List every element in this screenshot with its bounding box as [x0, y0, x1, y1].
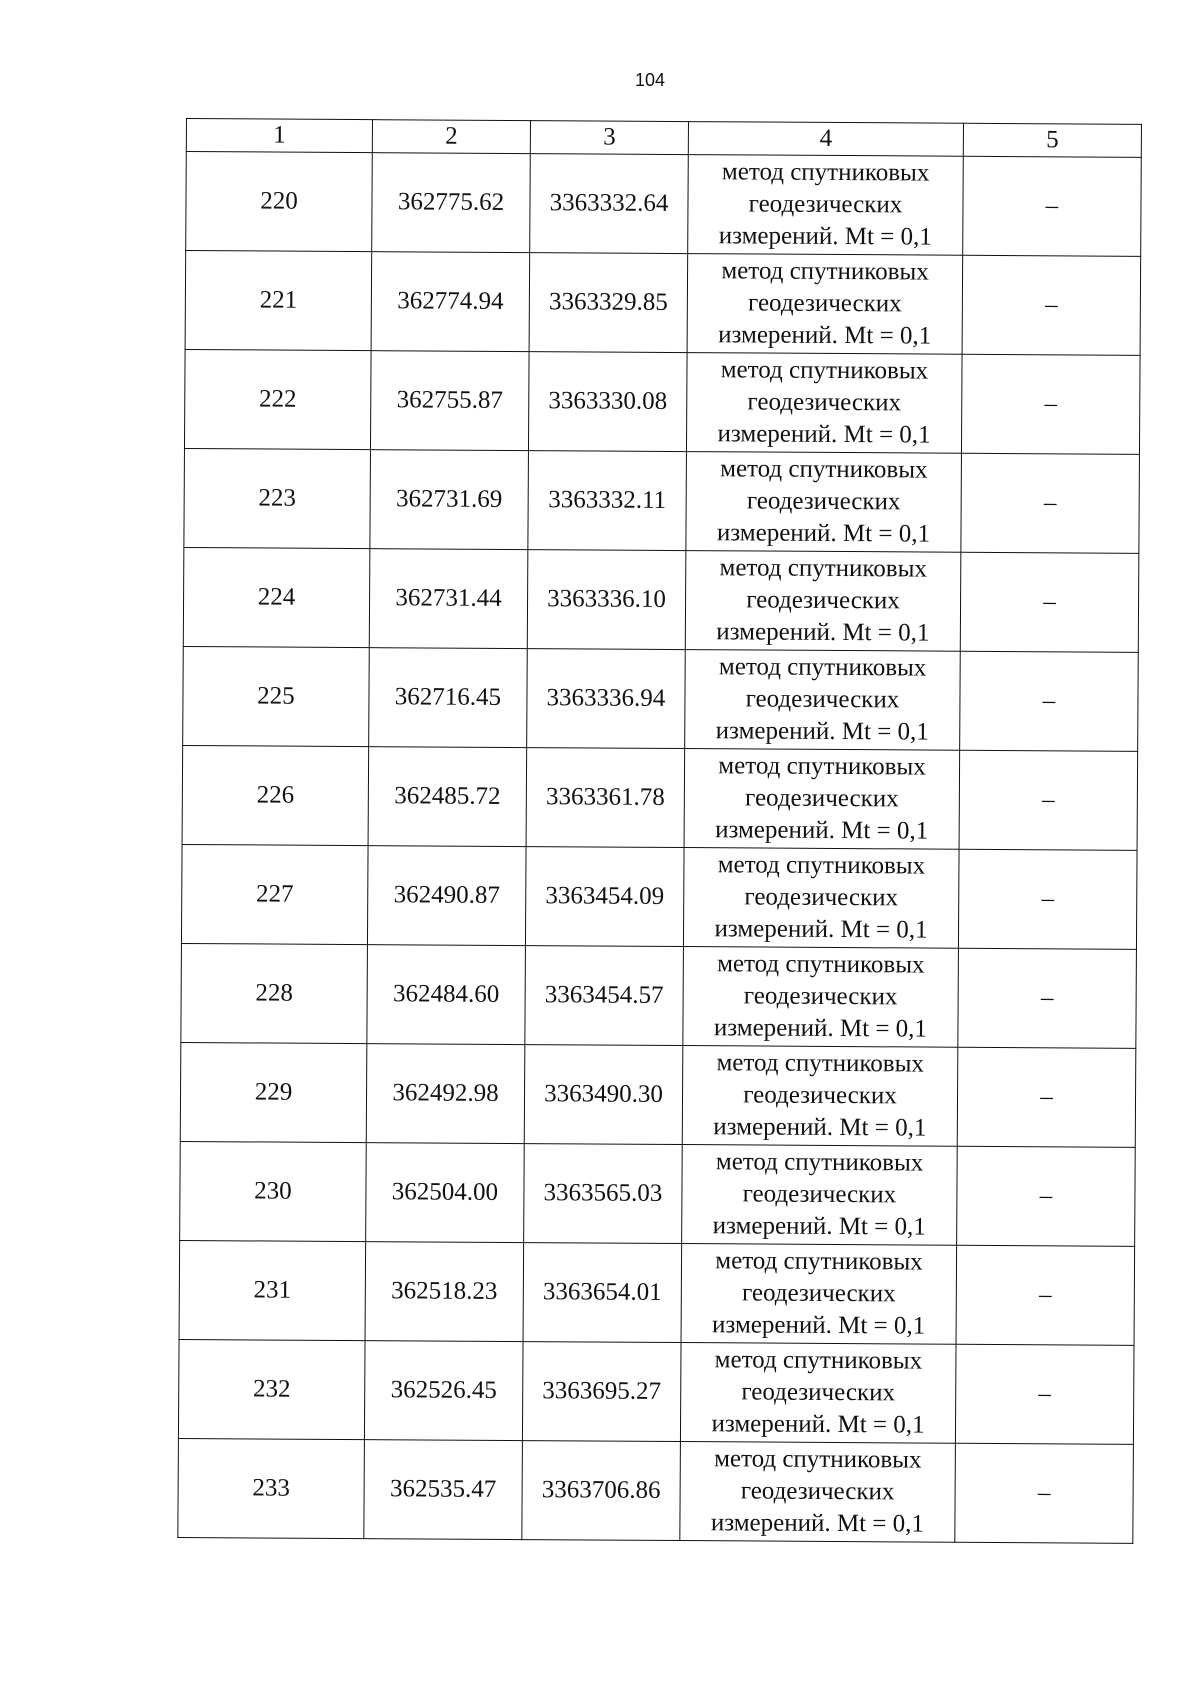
method-cell — [686, 452, 962, 553]
y-coordinate-cell: 3363706.86 — [522, 1441, 681, 1541]
y-coordinate-cell: 3363454.57 — [525, 946, 684, 1046]
method-line: геодезических — [745, 685, 900, 714]
method-cell — [682, 1145, 958, 1246]
method-line: метод спутниковых — [721, 158, 930, 187]
method-line: геодезических — [743, 982, 898, 1011]
note-cell: – — [957, 1146, 1136, 1246]
note-cell: – — [955, 1443, 1134, 1543]
y-coordinate-cell: 3363336.10 — [527, 550, 686, 650]
method-cell — [687, 254, 963, 355]
method-cell — [682, 1046, 958, 1147]
method-line: измерений. Mt = 0,1 — [718, 222, 932, 251]
table-row — [185, 251, 1141, 356]
header-cell-2: 2 — [372, 120, 530, 154]
point-number-cell: 221 — [185, 251, 372, 351]
method-line: геодезических — [741, 1279, 896, 1308]
method-line: измерений. Mt = 0,1 — [718, 321, 932, 350]
table-row — [178, 1438, 1134, 1543]
method-cell — [683, 947, 959, 1048]
method-line: геодезических — [748, 190, 903, 219]
method-line: метод спутниковых — [714, 1346, 923, 1375]
table-row — [179, 1240, 1135, 1345]
x-coordinate-cell: 362485.72 — [368, 747, 527, 847]
point-number-cell: 230 — [180, 1141, 367, 1241]
method-line: метод спутниковых — [720, 455, 928, 484]
note-cell: – — [960, 651, 1139, 751]
y-coordinate-cell: 3363565.03 — [524, 1144, 683, 1244]
header-cell-1: 1 — [186, 119, 372, 153]
method-line: метод спутниковых — [716, 1049, 925, 1078]
note-cell: – — [958, 849, 1137, 949]
header-cell-4: 4 — [688, 122, 963, 157]
note-cell: – — [960, 552, 1139, 652]
y-coordinate-cell: 3363454.09 — [525, 847, 684, 947]
method-line: метод спутниковых — [718, 653, 927, 682]
point-number-cell: 227 — [181, 844, 368, 944]
y-coordinate-cell: 3363330.08 — [528, 352, 687, 452]
point-number-cell: 225 — [183, 646, 370, 746]
point-number-cell: 233 — [178, 1438, 365, 1538]
y-coordinate-cell: 3363332.64 — [530, 154, 689, 254]
table-row — [182, 745, 1138, 850]
method-line: измерений. Mt = 0,1 — [715, 816, 929, 845]
y-coordinate-cell: 3363332.11 — [528, 451, 687, 551]
x-coordinate-cell: 362484.60 — [367, 945, 526, 1045]
page-number: 104 — [634, 70, 666, 90]
x-coordinate-cell: 362526.45 — [364, 1341, 523, 1441]
x-coordinate-cell: 362490.87 — [367, 846, 526, 946]
method-line: метод спутниковых — [717, 851, 926, 880]
method-line: геодезических — [744, 784, 899, 813]
header-cell-3: 3 — [530, 121, 688, 155]
coordinates-table — [177, 118, 1142, 1544]
header-cell-5: 5 — [963, 123, 1141, 157]
table-row — [180, 1141, 1136, 1246]
method-line: метод спутниковых — [717, 950, 925, 979]
point-number-cell: 224 — [183, 547, 370, 647]
method-line: геодезических — [742, 1180, 897, 1209]
method-cell — [681, 1244, 957, 1345]
method-line: метод спутниковых — [715, 1247, 923, 1276]
x-coordinate-cell: 362504.00 — [366, 1143, 525, 1243]
method-line: геодезических — [744, 883, 899, 912]
x-coordinate-cell: 362535.47 — [364, 1440, 523, 1540]
method-cell — [680, 1442, 956, 1543]
x-coordinate-cell: 362716.45 — [369, 648, 528, 748]
method-cell — [686, 353, 962, 454]
point-number-cell: 223 — [184, 448, 371, 548]
point-number-cell: 228 — [181, 943, 368, 1043]
note-cell: – — [962, 255, 1141, 355]
method-cell — [688, 155, 964, 256]
table-row — [181, 844, 1137, 949]
x-coordinate-cell: 362774.94 — [371, 252, 530, 352]
method-line: метод спутниковых — [720, 356, 929, 385]
y-coordinate-cell: 3363490.30 — [524, 1045, 683, 1145]
table-row — [178, 1339, 1134, 1444]
y-coordinate-cell: 3363361.78 — [526, 748, 685, 848]
table-row — [183, 646, 1139, 751]
method-line: метод спутниковых — [719, 554, 928, 583]
x-coordinate-cell: 362755.87 — [370, 351, 529, 451]
method-cell — [680, 1343, 956, 1444]
table-row — [180, 1042, 1136, 1147]
table-row — [186, 152, 1142, 257]
method-cell — [683, 848, 959, 949]
y-coordinate-cell: 3363695.27 — [522, 1342, 681, 1442]
method-line: измерений. Mt = 0,1 — [717, 420, 931, 449]
x-coordinate-cell: 362492.98 — [366, 1044, 525, 1144]
y-coordinate-cell: 3363336.94 — [527, 649, 686, 749]
point-number-cell: 231 — [179, 1240, 366, 1340]
method-line: метод спутниковых — [718, 752, 926, 781]
note-cell: – — [961, 354, 1140, 454]
method-line: метод спутниковых — [714, 1445, 922, 1474]
method-line: измерений. Mt = 0,1 — [712, 1212, 926, 1241]
x-coordinate-cell: 362775.62 — [372, 153, 531, 253]
method-line: метод спутниковых — [715, 1148, 924, 1177]
point-number-cell: 229 — [180, 1042, 367, 1142]
note-cell: – — [955, 1344, 1134, 1444]
note-cell: – — [956, 1245, 1135, 1345]
method-cell — [684, 749, 960, 850]
table-row — [181, 943, 1137, 1048]
note-cell: – — [963, 156, 1142, 256]
point-number-cell: 222 — [184, 349, 371, 449]
note-cell: – — [959, 750, 1138, 850]
note-cell: – — [958, 948, 1137, 1048]
method-line: измерений. Mt = 0,1 — [716, 519, 931, 548]
y-coordinate-cell: 3363329.85 — [529, 253, 688, 353]
method-line: геодезических — [746, 586, 900, 615]
point-number-cell: 220 — [186, 152, 373, 252]
method-cell — [685, 551, 961, 652]
note-cell: – — [961, 453, 1140, 553]
method-line: измерений. Mt = 0,1 — [711, 1410, 925, 1439]
table-row — [183, 547, 1139, 652]
note-cell: – — [957, 1047, 1136, 1147]
method-cell — [685, 650, 961, 751]
method-line: геодезических — [740, 1477, 895, 1506]
method-line: измерений. Mt = 0,1 — [715, 717, 929, 746]
point-number-cell: 226 — [182, 745, 369, 845]
point-number-cell: 232 — [178, 1339, 365, 1439]
method-line: измерений. Mt = 0,1 — [716, 618, 930, 647]
method-line: измерений. Mt = 0,1 — [713, 1113, 927, 1142]
method-line: измерений. Mt = 0,1 — [710, 1509, 925, 1538]
method-line: измерений. Mt = 0,1 — [713, 1014, 928, 1043]
method-line: геодезических — [741, 1378, 896, 1407]
x-coordinate-cell: 362518.23 — [365, 1242, 524, 1342]
method-line: геодезических — [747, 388, 902, 417]
table-row — [184, 349, 1140, 454]
method-line: геодезических — [748, 289, 902, 318]
y-coordinate-cell: 3363654.01 — [523, 1243, 682, 1343]
method-line: измерений. Mt = 0,1 — [714, 915, 928, 944]
x-coordinate-cell: 362731.69 — [370, 450, 529, 550]
table-row — [184, 448, 1140, 553]
method-line: измерений. Mt = 0,1 — [712, 1311, 926, 1340]
table-body — [178, 152, 1141, 1544]
method-line: геодезических — [743, 1081, 897, 1110]
method-line: геодезических — [746, 487, 901, 516]
x-coordinate-cell: 362731.44 — [369, 549, 528, 649]
method-line: метод спутниковых — [721, 257, 929, 286]
